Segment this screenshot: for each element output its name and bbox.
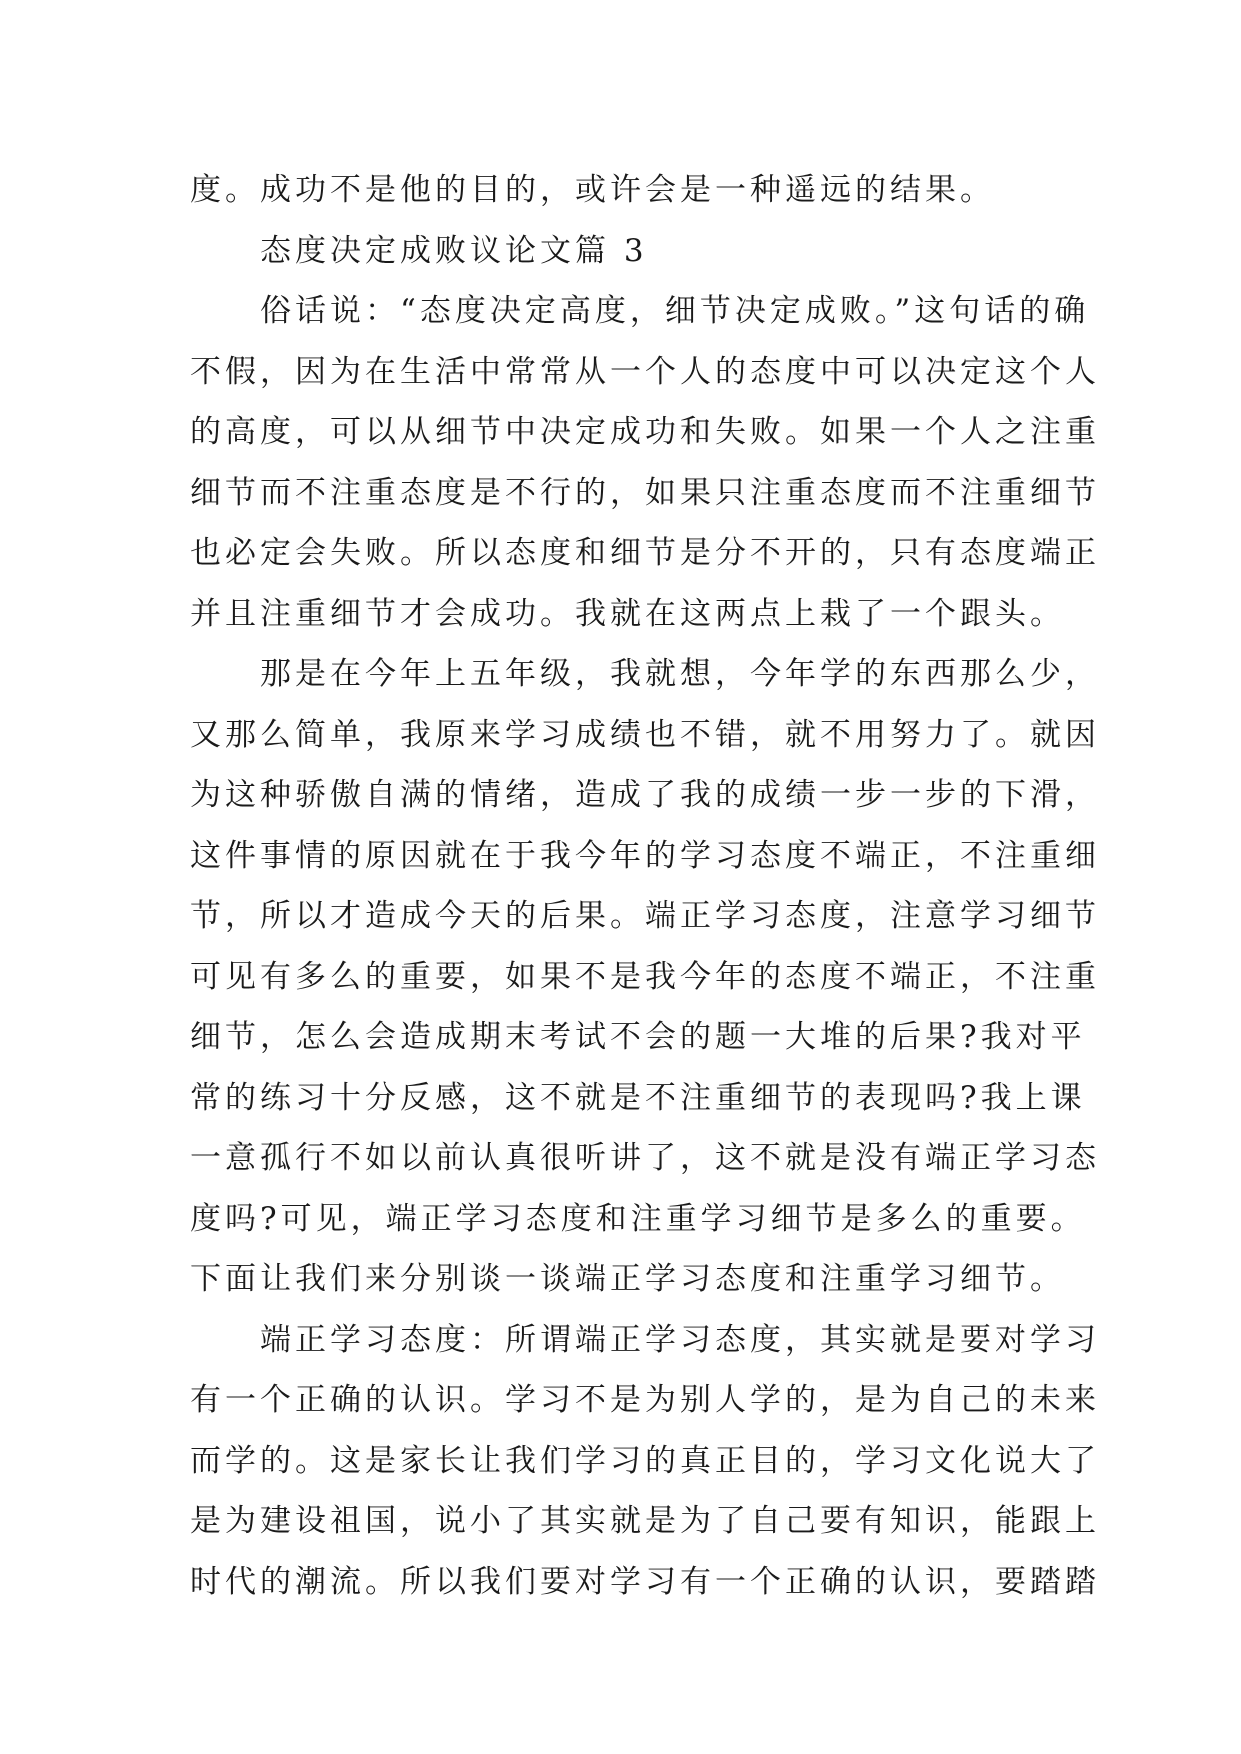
text-line: 为这种骄傲自满的情绪，造成了我的成绩一步一步的下滑， xyxy=(190,777,1100,813)
text-line: 端正学习态度：所谓端正学习态度，其实就是要对学习 xyxy=(260,1321,1100,1358)
text-line: 也必定会失败。所以态度和细节是分不开的，只有态度端正 xyxy=(190,535,1100,571)
text-line: 下面让我们来分别谈一谈端正学习态度和注重学习细节。 xyxy=(190,1261,1065,1297)
text-line: 有一个正确的认识。学习不是为别人学的，是为自己的未来 xyxy=(190,1382,1100,1418)
text-line: 并且注重细节才会成功。我就在这两点上栽了一个跟头。 xyxy=(190,595,1065,632)
text-line: 细节，怎么会造成期末考试不会的题一大堆的后果?我对平 xyxy=(190,1019,1086,1055)
text-line: 时代的潮流。所以我们要对学习有一个正确的认识，要踏踏 xyxy=(190,1563,1100,1600)
text-line: 节，所以才造成今天的后果。端正学习态度，注意学习细节 xyxy=(190,898,1100,934)
text-line: 这件事情的原因就在于我今年的学习态度不端正，不注重细 xyxy=(190,837,1100,874)
document-body xyxy=(190,160,1100,1612)
text-line: 那是在今年上五年级，我就想，今年学的东西那么少， xyxy=(260,656,1100,692)
text-line: 不假，因为在生活中常常从一个人的态度中可以决定这个人 xyxy=(190,353,1100,390)
text-line: 又那么简单，我原来学习成绩也不错，就不用努力了。就因 xyxy=(190,716,1100,753)
text-line: 可见有多么的重要，如果不是我今年的态度不端正，不注重 xyxy=(190,958,1100,995)
section-heading: 态度决定成败议论文篇 3 xyxy=(260,232,648,269)
text-line: 是为建设祖国，说小了其实就是为了自己要有知识，能跟上 xyxy=(190,1503,1100,1539)
text-line: 常的练习十分反感，这不就是不注重细节的表现吗?我上课 xyxy=(190,1079,1086,1116)
text-line: 度。成功不是他的目的，或许会是一种遥远的结果。 xyxy=(190,172,995,208)
text-line: 俗话说：“态度决定高度，细节决定成败。”这句话的确 xyxy=(260,293,1090,329)
text-line: 的高度，可以从细节中决定成功和失败。如果一个人之注重 xyxy=(190,414,1100,450)
text-line: 细节而不注重态度是不行的，如果只注重态度而不注重细节 xyxy=(190,474,1100,511)
text-line: 一意孤行不如以前认真很听讲了，这不就是没有端正学习态 xyxy=(190,1140,1100,1176)
text-line: 度吗?可见，端正学习态度和注重学习细节是多么的重要。 xyxy=(190,1200,1086,1237)
text-line: 而学的。这是家长让我们学习的真正目的，学习文化说大了 xyxy=(190,1442,1100,1479)
